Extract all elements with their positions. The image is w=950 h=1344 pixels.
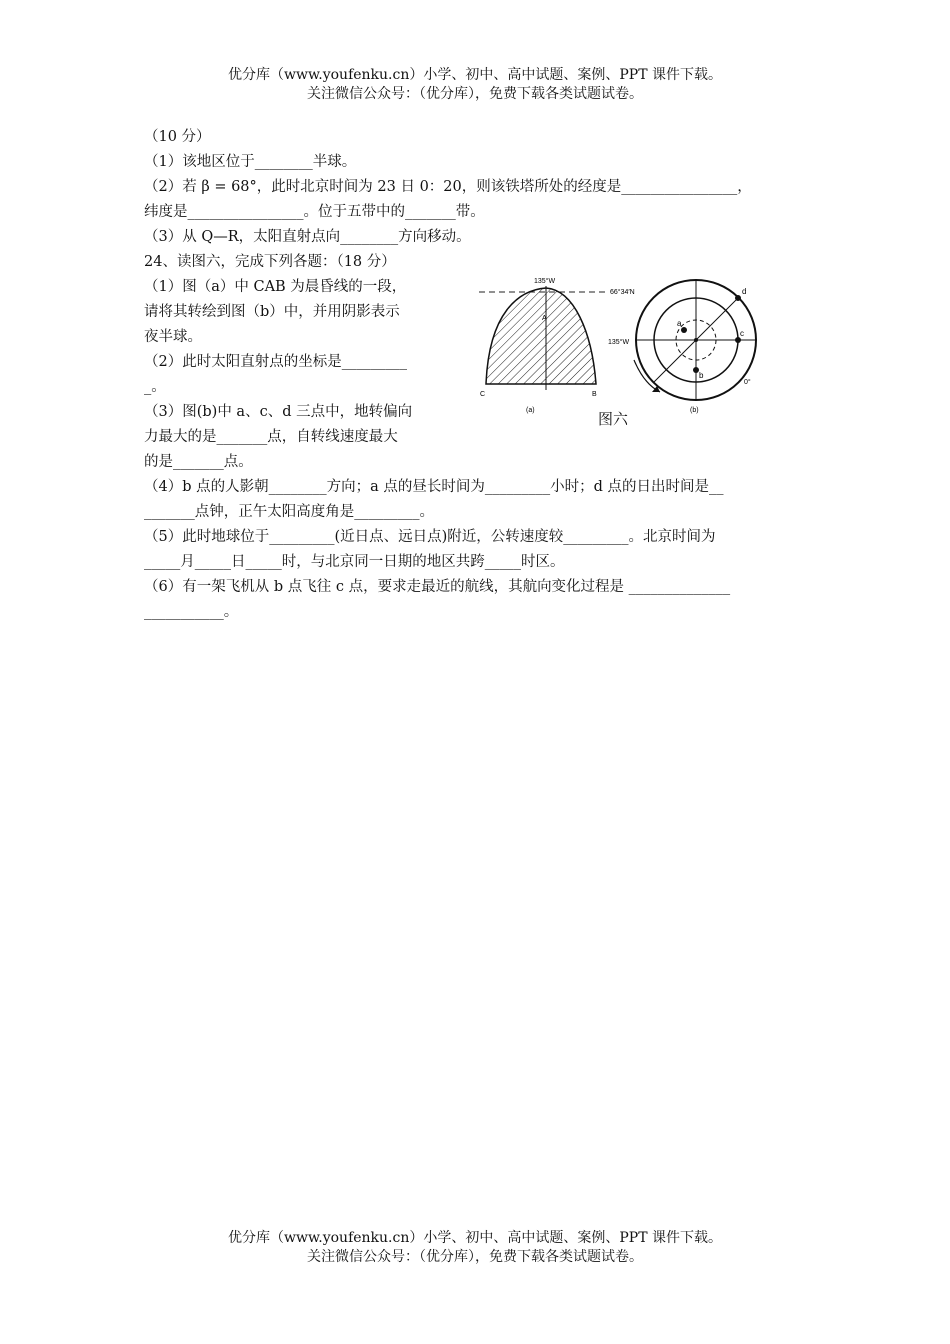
figure-b (608, 280, 756, 414)
point-a (681, 327, 687, 333)
night-area (486, 288, 596, 384)
figure-six (474, 272, 774, 422)
question-24-title: 24、读图六，完成下列各题：（18 分） (144, 254, 396, 270)
q24-1-text: （1）图（a）中 CAB 为晨昏线的一段， (144, 279, 407, 295)
q24-3-text: （3）图(b)中 a、c、d 三点中，地转偏向 (144, 404, 413, 420)
svg-text:a: a (677, 319, 682, 328)
a-label-B: B (592, 391, 597, 398)
q2-text-cont: 纬度是________________。位于五带中的_______带。 (144, 204, 485, 220)
footer-line-1: 优分库（www.youfenku.cn）小学、初中、高中试题、案例、PPT 课件下载。 (227, 1230, 722, 1246)
q1-text: （1）该地区位于________半球。 (144, 154, 357, 170)
q24-5-text: （5）此时地球位于_________(近日点、远日点)附近，公转速度较_________。北京时间为 (144, 529, 716, 545)
q24-2-text: （2）此时太阳直射点的坐标是_________ (144, 354, 407, 370)
q24-1-text-cont: 请将其转绘到图（b）中，并用阴影表示 (144, 304, 400, 320)
svg-text:d: d (742, 287, 747, 296)
point-d (735, 295, 741, 301)
svg-text:c: c (740, 329, 744, 338)
figure-caption: 图六 (598, 410, 629, 428)
header-line-1: 优分库（www.youfenku.cn）小学、初中、高中试题、案例、PPT 课件下载。 (227, 67, 722, 83)
b-caption: (b) (690, 407, 699, 414)
a-caption: (a) (526, 407, 535, 414)
q24-4-text: （4）b 点的人影朝________方向；a 点的昼长时间为_________小时；d 点的日出时间是__ (144, 479, 724, 495)
page-footer (0, 1229, 950, 1267)
a-label-135w: 135°W (534, 278, 556, 285)
b-label-0: 0° (744, 379, 751, 386)
svg-text:b: b (699, 371, 704, 380)
q24-3-text-end: 的是_______点。 (144, 454, 253, 470)
q24-6-text-end: ___________。 (144, 604, 239, 620)
a-label-C: C (480, 391, 486, 398)
score-note: （10 分） (144, 129, 211, 145)
q24-5-text-cont: _____月_____日_____时，与北京同一日期的地区共跨_____时区。 (144, 554, 565, 570)
a-label-A: A (542, 315, 547, 322)
footer-line-2: 关注微信公众号：（优分库），免费下载各类试题试卷。 (307, 1249, 643, 1265)
a-label-66n: 66°34′N (610, 289, 635, 296)
q24-3-text-cont: 力最大的是_______点，自转线速度最大 (144, 429, 398, 445)
header-line-2: 关注微信公众号：（优分库），免费下载各类试题试卷。 (307, 86, 643, 102)
q2-text: （2）若 β = 68°，此时北京时间为 23 日 0：20，则该铁塔所处的经度是________________， (144, 179, 752, 195)
q3-text: （3）从 Q—R，太阳直射点向________方向移动。 (144, 229, 471, 245)
q24-1-text-end: 夜半球。 (144, 329, 202, 345)
b-label-135w: 135°W (608, 339, 630, 346)
q24-6-text: （6）有一架飞机从 b 点飞往 c 点，要求走最近的航线，其航向变化过程是 ______________ (144, 579, 731, 595)
figure-a (479, 277, 609, 414)
q24-4-text-cont: _______点钟，正午太阳高度角是_________。 (144, 504, 434, 520)
page-header (0, 66, 950, 104)
q24-2-text-end: _。 (144, 379, 166, 395)
